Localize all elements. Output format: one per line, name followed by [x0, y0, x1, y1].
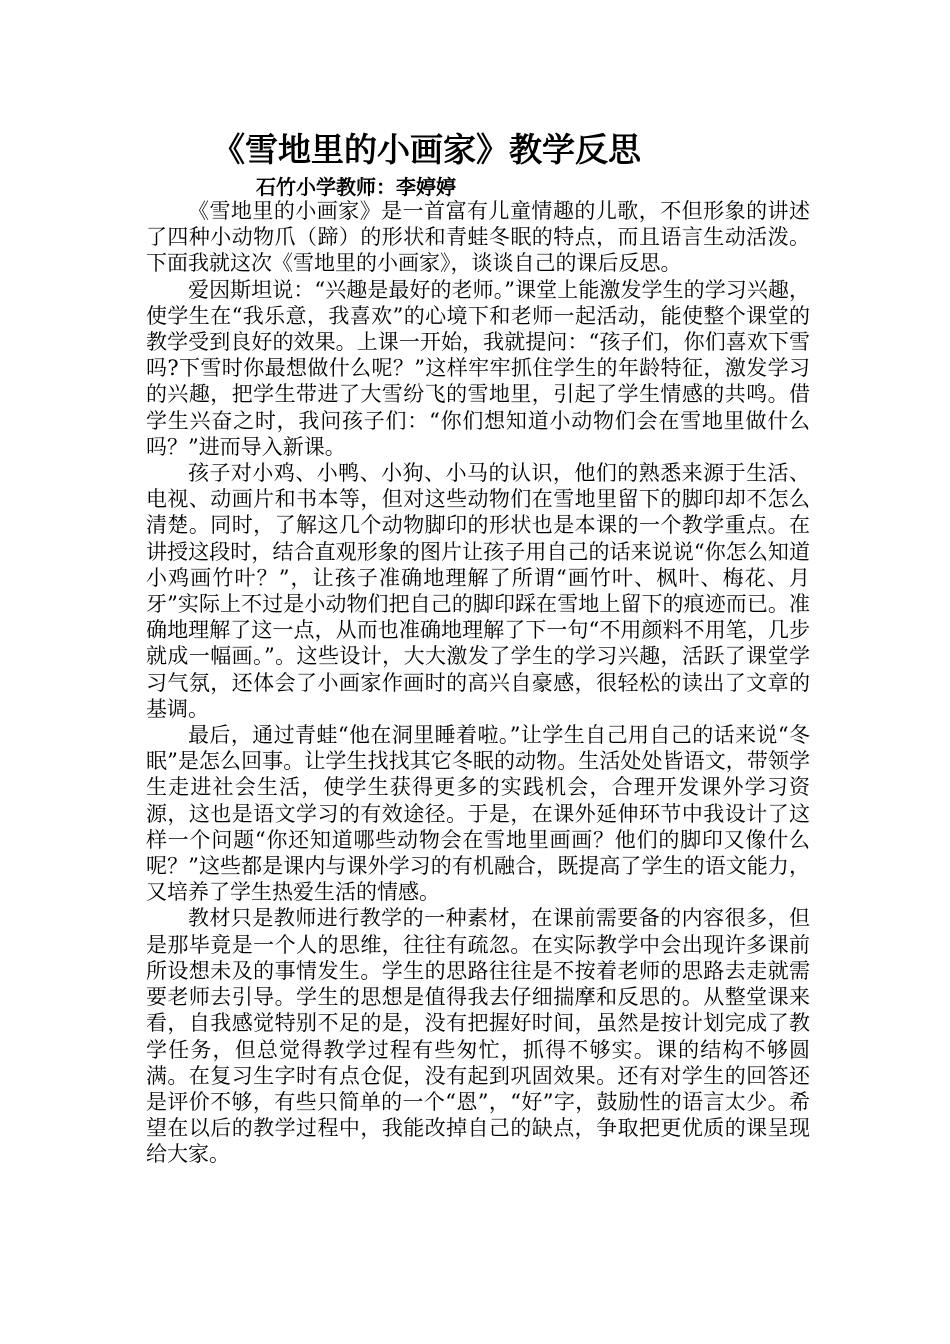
paragraph-footprints: 孩子对小鸡、小鸭、小狗、小马的认识，他们的熟悉来源于生活、电视、动画片和书本等，但对这些动物们在雪地里留下的脚印却不怎么清楚。同时，了解这几个动物脚印的形状也是本课的一个教学重点。在讲授这段时，结合直观形象的图片让孩子用自己的话来说说“你怎么知道小鸡画竹叶？”，让孩子准确地理解了所谓“画竹叶、枫叶、梅花、月牙”实际上不过是小动物们把自己的脚印踩在雪地上留下的痕迹而已。准确地理解了这一点，从而也准确地理解了下一句“不用颜料不用笔，几步就成一幅画。”。这些设计，大大激发了学生的学习兴趣，活跃了课堂学习气氛，还体会了小画家作画时的高兴自豪感，很轻松的读出了文章的基调。 [146, 461, 810, 721]
author-line: 石竹小学教师：李婷婷 [256, 175, 456, 199]
paragraph-interest: 爱因斯坦说：“兴趣是最好的老师。”课堂上能激发学生的学习兴趣，使学生在“我乐意，我喜欢”的心境下和老师一起活动，能使整个课堂的教学受到良好的效果。上课一开始，我就提问：“孩子们，你们喜欢下雪吗?下雪时你最想做什么呢？”这样牢牢抓住学生的年龄特征，激发学习的兴趣，把学生带进了大雪纷飞的雪地里，引起了学生情感的共鸣。借学生兴奋之时，我问孩子们：“你们想知道小动物们会在雪地里做什么吗？”进而导入新课。 [146, 277, 810, 459]
paragraph-reflection: 教材只是教师进行教学的一种素材，在课前需要备的内容很多，但是那毕竟是一个人的思维，往往有疏忽。在实际教学中会出现许多课前所设想未及的事情发生。学生的思路往往是不按着老师的思路去走就需要老师去引导。学生的思想是值得我去仔细揣摩和反思的。从整堂课来看，自我感觉特别不足的是，没有把握好时间，虽然是按计划完成了教学任务，但总觉得教学过程有些匆忙，抓得不够实。课的结构不够圆满。在复习生字时有点仓促，没有起到巩固效果。还有对学生的回答还是评价不够，有些只简单的一个“恩”，“好”字，鼓励性的语言太少。希望在以后的教学过程中，我能改掉自己的缺点，争取把更优质的课呈现给大家。 [146, 906, 810, 1167]
paragraph-hibernation: 最后，通过青蛙“他在洞里睡着啦。”让学生自己用自己的话来说“冬眠”是怎么回事。让学生找找其它冬眠的动物。生活处处皆语文，带领学生走进社会生活，使学生获得更多的实践机会，合理开发课外学习资源，这也是语文学习的有效途径。于是，在课外延伸环节中我设计了这样一个问题“你还知道哪些动物会在雪地里画画？他们的脚印又像什么呢？”这些都是课内与课外学习的有机融合，既提高了学生的语文能力，又培养了学生热爱生活的情感。 [146, 723, 810, 905]
paragraph-intro: 《雪地里的小画家》是一首富有儿童情趣的儿歌，不但形象的讲述了四种小动物爪（蹄）的形状和青蛙冬眠的特点，而且语言生动活泼。下面我就这次《雪地里的小画家》，谈谈自己的课后反思。 [146, 199, 810, 276]
document-title: 《雪地里的小画家》教学反思 [212, 130, 641, 169]
document-body [146, 198, 810, 1168]
